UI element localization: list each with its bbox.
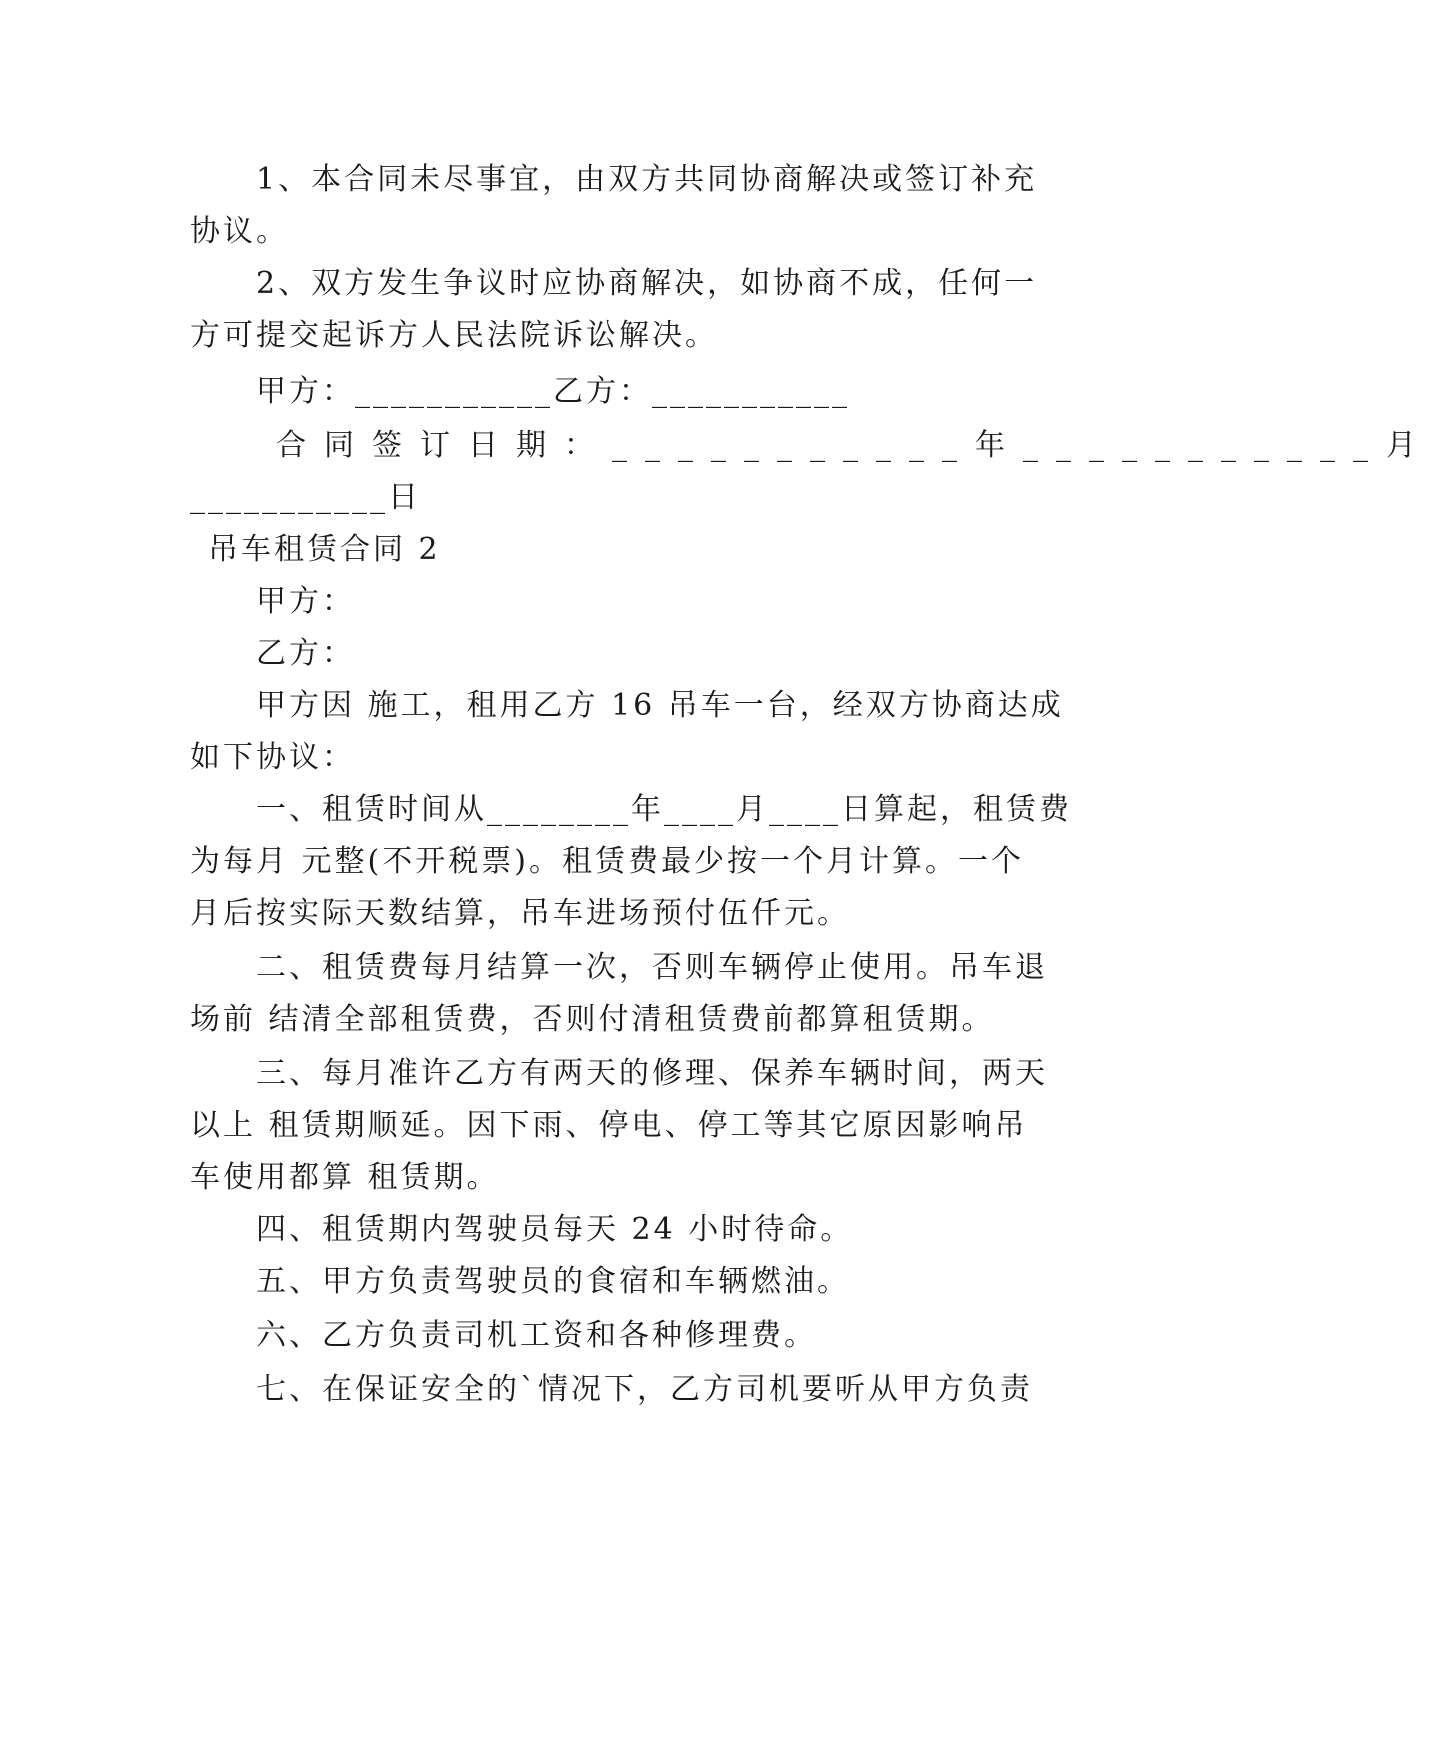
contract-title: 吊车租赁合同 2 bbox=[208, 532, 441, 567]
signature-line: 甲方：___________乙方：___________ bbox=[256, 374, 850, 409]
clause-2-line-2: 方可提交起诉方人民法院诉讼解决。 bbox=[190, 318, 718, 353]
clause-1-line-1: 1、本合同未尽事宜，由双方共同协商解决或签订补充 bbox=[256, 162, 1038, 197]
article-4: 四、租赁期内驾驶员每天 24 小时待命。 bbox=[256, 1212, 854, 1247]
article-2-line-2: 场前 结清全部租赁费，否则付清租赁费前都算租赁期。 bbox=[190, 1002, 995, 1037]
article-6: 六、乙方负责司机工资和各种修理费。 bbox=[256, 1318, 817, 1353]
clause-1-line-2: 协议。 bbox=[190, 214, 289, 249]
party-b: 乙方： bbox=[256, 636, 355, 671]
article-3-line-1: 三、每月准许乙方有两天的修理、保养车辆时间，两天 bbox=[256, 1056, 1048, 1091]
article-1-line-1: 一、租赁时间从________年____月____日算起，租赁费 bbox=[256, 792, 1072, 827]
article-3-line-2: 以上 租赁期顺延。因下雨、停电、停工等其它原因影响吊 bbox=[190, 1108, 1028, 1143]
preamble-line-1: 甲方因 施工，租用乙方 16 吊车一台，经双方协商达成 bbox=[256, 688, 1064, 723]
article-2-line-1: 二、租赁费每月结算一次，否则车辆停止使用。吊车退 bbox=[256, 950, 1048, 985]
signing-date-line: 合同签订日期：___________年___________月 bbox=[276, 428, 1434, 463]
article-1-line-3: 月后按实际天数结算，吊车进场预付伍仟元。 bbox=[190, 896, 850, 931]
signing-date-day: ___________日 bbox=[190, 480, 421, 515]
article-7-line-1: 七、在保证安全的`情况下，乙方司机要听从甲方负责 bbox=[256, 1372, 1033, 1407]
preamble-line-2: 如下协议： bbox=[190, 740, 355, 775]
article-5: 五、甲方负责驾驶员的食宿和车辆燃油。 bbox=[256, 1264, 850, 1299]
party-a: 甲方： bbox=[256, 584, 355, 619]
clause-2-line-1: 2、双方发生争议时应协商解决，如协商不成，任何一 bbox=[256, 266, 1038, 301]
article-1-line-2: 为每月 元整(不开税票)。租赁费最少按一个月计算。一个 bbox=[190, 844, 1024, 879]
article-3-line-3: 车使用都算 租赁期。 bbox=[190, 1160, 500, 1195]
